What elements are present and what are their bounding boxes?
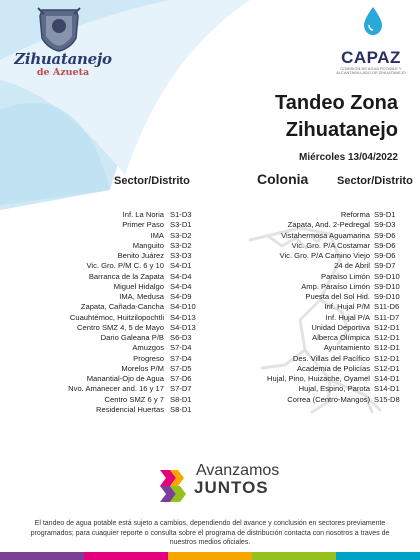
right-row [205, 395, 420, 405]
right-row [205, 384, 420, 394]
sector-code: S4-D10 [170, 302, 196, 312]
colonia-name: Benito Juárez [117, 251, 164, 260]
org-name-line2: de Azueta [36, 67, 90, 78]
sector-code: S7-D4 [170, 353, 192, 363]
colonia-name: Hujal, Pino, Huizache, Oyamel [267, 374, 370, 383]
right-colonia-list [205, 210, 420, 405]
colonia-name: Miguel Hidalgo [113, 281, 164, 291]
sector-code: S15-D8 [374, 394, 400, 404]
right-row [205, 231, 420, 241]
colonia-name: Manantial-Ojo de Agua [86, 374, 164, 383]
colonia-name: Zapata, Cañada-Cancha [80, 302, 164, 312]
sector-code: S12-D1 [374, 343, 400, 353]
colonia-name: Des. Villas del Pacífico [292, 353, 370, 363]
colonia-name: Centro SMZ 4, 5 de Mayo [77, 322, 164, 332]
color-bar-segment [0, 552, 84, 560]
colonia-name: Ayuntamiento [323, 343, 370, 353]
colonia-name: Morelos P/M [121, 363, 164, 373]
color-bar-segment [336, 552, 420, 560]
org-name-line1: Zihuatanejo [14, 50, 112, 68]
sector-code: S9-D1 [374, 210, 396, 219]
org-name [4, 50, 122, 78]
colonia-name: Progreso [133, 353, 164, 363]
sector-code: S8-D1 [170, 394, 192, 404]
sector-code: S7-D5 [170, 363, 192, 373]
sector-code: S9-D6 [374, 230, 396, 240]
colonia-name: Vic. Gro. P/M C. 6 y 10 [86, 261, 164, 271]
right-row [205, 241, 420, 251]
sector-code: S9-D6 [374, 240, 396, 250]
left-row [0, 302, 205, 312]
left-row [0, 354, 205, 364]
colonia-name: Paraíso Limón [321, 271, 370, 281]
page-title-line1: Tandeo Zona [275, 92, 398, 114]
right-row [205, 333, 420, 343]
sector-code: S9-D6 [374, 251, 396, 260]
sector-code: S9-D10 [374, 271, 400, 281]
sector-code: S4-D1 [170, 261, 192, 271]
color-bar-segment [84, 552, 168, 560]
colonia-name: Primer Paso [122, 220, 164, 230]
right-row [205, 210, 420, 220]
right-row [205, 272, 420, 282]
colonia-name: IMA, Medusa [119, 292, 164, 301]
right-row [205, 292, 420, 302]
left-sector-header: Sector/Distrito [114, 175, 190, 187]
colonia-name: Alberca Olímpica [312, 333, 370, 342]
colonia-name: Inf. Hujal P/M [324, 302, 370, 312]
sector-code: S4-D9 [170, 292, 192, 301]
colonia-name: Cuauhtémoc, Huitzilopochtli [69, 312, 164, 322]
colonia-name: Zapata, And. 2-Pedregal [287, 220, 370, 230]
right-row [205, 261, 420, 271]
left-row [0, 261, 205, 271]
left-row [0, 395, 205, 405]
sector-code: S4-D4 [170, 281, 192, 291]
disclaimer-text: El tandeo de agua potable está sujeto a cambios, dependiendo del avance y conclusión en sectores previamente programados; para cuaquier reporte o consulta sobre el programa de distribución contacta con nosotros a traves de nuestros medios oficiales. [30, 520, 390, 546]
logo-line2: JUNTOS [194, 478, 269, 497]
left-row [0, 323, 205, 333]
sector-code: S7-D6 [170, 374, 192, 383]
colonia-name: Inf. Hujal P/A [325, 312, 370, 322]
sector-code: S9-D7 [374, 261, 396, 271]
left-row [0, 292, 205, 302]
right-row [205, 302, 420, 312]
logo-line1: Avanzamos [196, 462, 280, 479]
left-row [0, 374, 205, 384]
right-row [205, 282, 420, 292]
colonia-name: Correa (Centro-Mangos) [287, 394, 370, 404]
color-bar-segment [168, 552, 252, 560]
colonia-name: Academia de Policías [296, 363, 370, 373]
colonia-name: Nvo. Amanecer and. 16 y 17 [68, 384, 164, 394]
sector-code: S8-D1 [170, 404, 192, 414]
right-row [205, 313, 420, 323]
sector-code: S12-D1 [374, 333, 400, 342]
colonia-name: Inf. La Noria [122, 210, 164, 219]
avanzamos-arrows-icon [158, 466, 194, 504]
colonia-name: Dario Galeana P/B [100, 333, 164, 342]
colonia-name: Vic. Gro. P/A Camino Viejo [279, 251, 370, 260]
colonia-header: Colonia [257, 171, 309, 187]
sector-code: S11-D7 [374, 312, 400, 322]
sector-code: S1-D3 [170, 210, 192, 219]
left-row [0, 231, 205, 241]
page-title-line2: Zihuatanejo [285, 119, 398, 141]
colonia-name: 24 de Abril [334, 261, 370, 271]
sector-code: S3-D2 [170, 240, 192, 250]
sector-code: S12-D1 [374, 363, 400, 373]
colonia-name: Centro SMZ 6 y 7 [104, 394, 164, 404]
avanzamos-juntos-logo [158, 462, 278, 506]
capaz-logo-name: CAPAZ [341, 48, 401, 67]
left-row [0, 364, 205, 374]
right-row [205, 343, 420, 353]
left-row [0, 210, 205, 220]
right-row [205, 374, 420, 384]
sector-code: S12-D1 [374, 322, 400, 332]
right-row [205, 364, 420, 374]
sector-code: S9-D10 [374, 292, 400, 301]
right-sector-header: Sector/Distrito [337, 175, 413, 187]
colonia-name: Unidad Deportiva [311, 322, 370, 332]
right-row [205, 323, 420, 333]
color-bar-segment [252, 552, 336, 560]
left-row [0, 384, 205, 394]
right-row [205, 251, 420, 261]
left-row [0, 313, 205, 323]
right-row [205, 354, 420, 364]
colonia-name: IMA [150, 230, 164, 240]
sector-code: S14-D1 [374, 374, 400, 383]
left-row [0, 241, 205, 251]
left-row [0, 272, 205, 282]
colonia-name: Manguito [132, 240, 164, 250]
sector-code: S7-D7 [170, 384, 192, 394]
municipal-seal-icon [34, 4, 84, 52]
colonia-name: Amuzgos [132, 343, 164, 353]
sector-code: S3-D3 [170, 251, 192, 260]
sector-code: S7-D4 [170, 343, 192, 353]
colonia-name: Barranca de la Zapata [88, 271, 164, 281]
left-row [0, 405, 205, 415]
colonia-name: Vistahermosa Aguamarina [281, 230, 370, 240]
left-colonia-list [0, 210, 205, 415]
colonia-name: Vic. Gro. P/A Costamar [291, 240, 370, 250]
color-bar [0, 552, 420, 560]
water-drop-icon [362, 6, 384, 36]
sector-code: S3-D1 [170, 220, 192, 230]
sector-code: S4-D13 [170, 322, 196, 332]
sector-code: S14-D1 [374, 384, 400, 394]
left-row [0, 251, 205, 261]
colonia-name: Amp. Paraíso Limón [301, 281, 370, 291]
right-row [205, 220, 420, 230]
sector-code: S11-D6 [374, 302, 400, 312]
colonia-name: Reforma [340, 210, 370, 219]
sector-code: S6-D3 [170, 333, 192, 342]
sector-code: S9-D10 [374, 281, 400, 291]
capaz-logo-subtitle: COMISIÓN DE AGUA POTABLE Y ALCANTARILLADO DE ZIHUATANEJO [336, 67, 406, 75]
page-title [275, 90, 398, 144]
left-row [0, 282, 205, 292]
left-row [0, 220, 205, 230]
sector-code: S12-D1 [374, 353, 400, 363]
colonia-name: Hujal, Espino, Parota [298, 384, 370, 394]
colonia-name: Residencial Huertas [96, 404, 164, 414]
left-row [0, 343, 205, 353]
sector-code: S9-D3 [374, 220, 396, 230]
sector-code: S4-D4 [170, 271, 192, 281]
sector-code: S4-D13 [170, 312, 196, 322]
schedule-date: Miércoles 13/04/2022 [299, 152, 398, 163]
left-row [0, 333, 205, 343]
colonia-name: Puesta del Sol Hid. [305, 292, 370, 301]
sector-code: S3-D2 [170, 230, 192, 240]
